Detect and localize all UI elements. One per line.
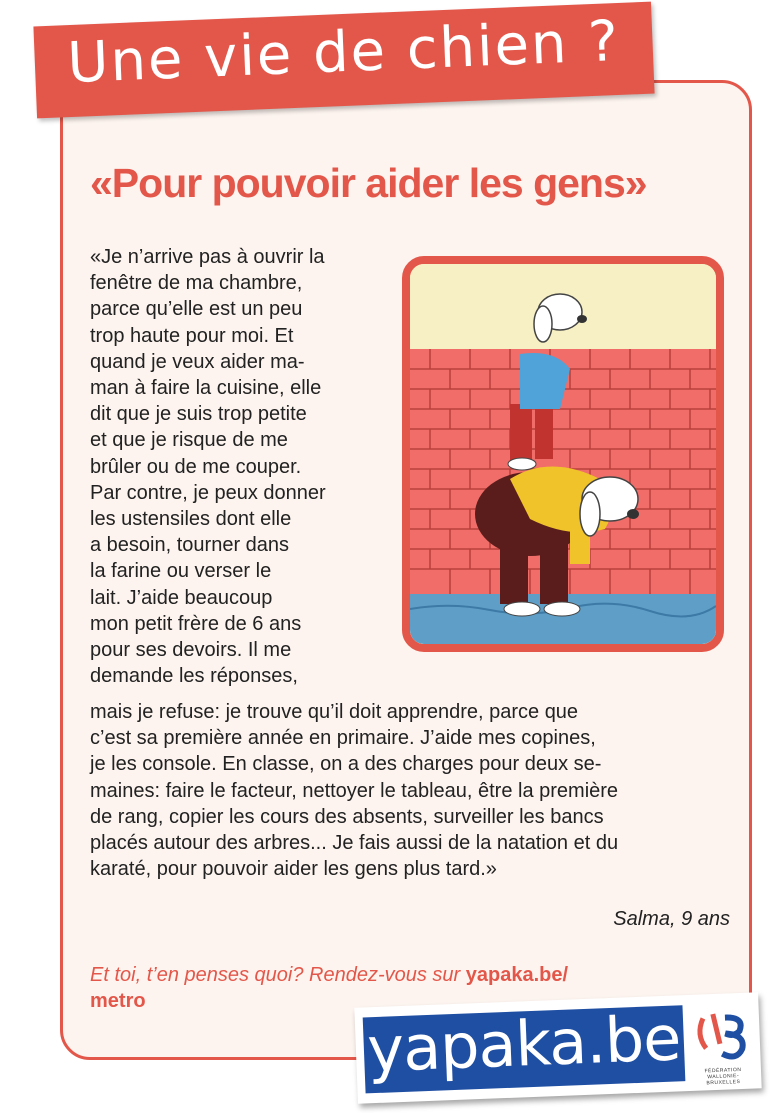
body-line: a besoin, tourner dans xyxy=(90,534,290,557)
banner-title: Une vie de chien ? xyxy=(66,8,622,97)
cta-link[interactable]: yapaka.be/ xyxy=(465,964,569,986)
body-line: de rang, copier les cours des absents, surveiller les bancs xyxy=(90,805,604,828)
body-line: «Je n’arrive pas à ouvrir la xyxy=(90,246,325,268)
body-line: je les console. En classe, on a des charges pour deux se- xyxy=(90,753,602,776)
body-line: Par contre, je peux donner xyxy=(90,481,326,504)
body-line: la farine ou verser le xyxy=(90,560,272,583)
body-text-top xyxy=(90,244,390,689)
body-line: quand je veux aider ma- xyxy=(90,350,305,373)
body-text-bottom xyxy=(90,699,750,882)
body-line: brûler ou de me couper. xyxy=(90,455,302,478)
yapaka-logo[interactable] xyxy=(354,992,761,1103)
body-line: trop haute pour moi. Et xyxy=(90,324,294,347)
illustration-dogs-wall xyxy=(402,256,724,652)
logo-wordmark-box xyxy=(363,1001,686,1093)
body-line: fenêtre de ma chambre, xyxy=(90,272,303,295)
body-line: lait. J’aide beaucoup xyxy=(90,586,273,609)
fwb-caption: FÉDÉRATION WALLONIE-BRUXELLES xyxy=(704,1066,742,1087)
body-line: pour ses devoirs. Il me xyxy=(90,639,292,662)
dogs-wall-illustration-graphic xyxy=(410,264,716,644)
body-line: demande les réponses, xyxy=(90,665,298,688)
cta-link-continued[interactable]: metro xyxy=(90,990,146,1012)
body-line: c’est sa première année en primaire. J’aide mes copines, xyxy=(90,727,596,750)
body-line: maines: faire le facteur, nettoyer le tableau, être la première xyxy=(90,779,619,802)
body-line: et que je risque de me xyxy=(90,429,288,452)
logo-wordmark: yapaka.be xyxy=(365,1001,682,1087)
headline: «Pour pouvoir aider les gens» xyxy=(90,160,647,206)
body-line: placés autour des arbres... Je fais aussi de la natation et du xyxy=(90,832,619,855)
body-line: mais je refuse: je trouve qu’il doit apprendre, parce que xyxy=(90,701,579,723)
cta-text: Et toi, t’en penses quoi? Rendez-vous sur xyxy=(90,964,466,986)
body-line: parce qu’elle est un peu xyxy=(90,298,303,321)
body-line: karaté, pour pouvoir aider les gens plus tard.» xyxy=(90,858,497,881)
author-signature: Salma, 9 ans xyxy=(613,908,730,930)
body-line: man à faire la cuisine, elle xyxy=(90,377,322,400)
body-line: dit que je suis trop petite xyxy=(90,403,307,426)
body-line: mon petit frère de 6 ans xyxy=(90,612,302,635)
body-line: les ustensiles dont elle xyxy=(90,508,292,531)
